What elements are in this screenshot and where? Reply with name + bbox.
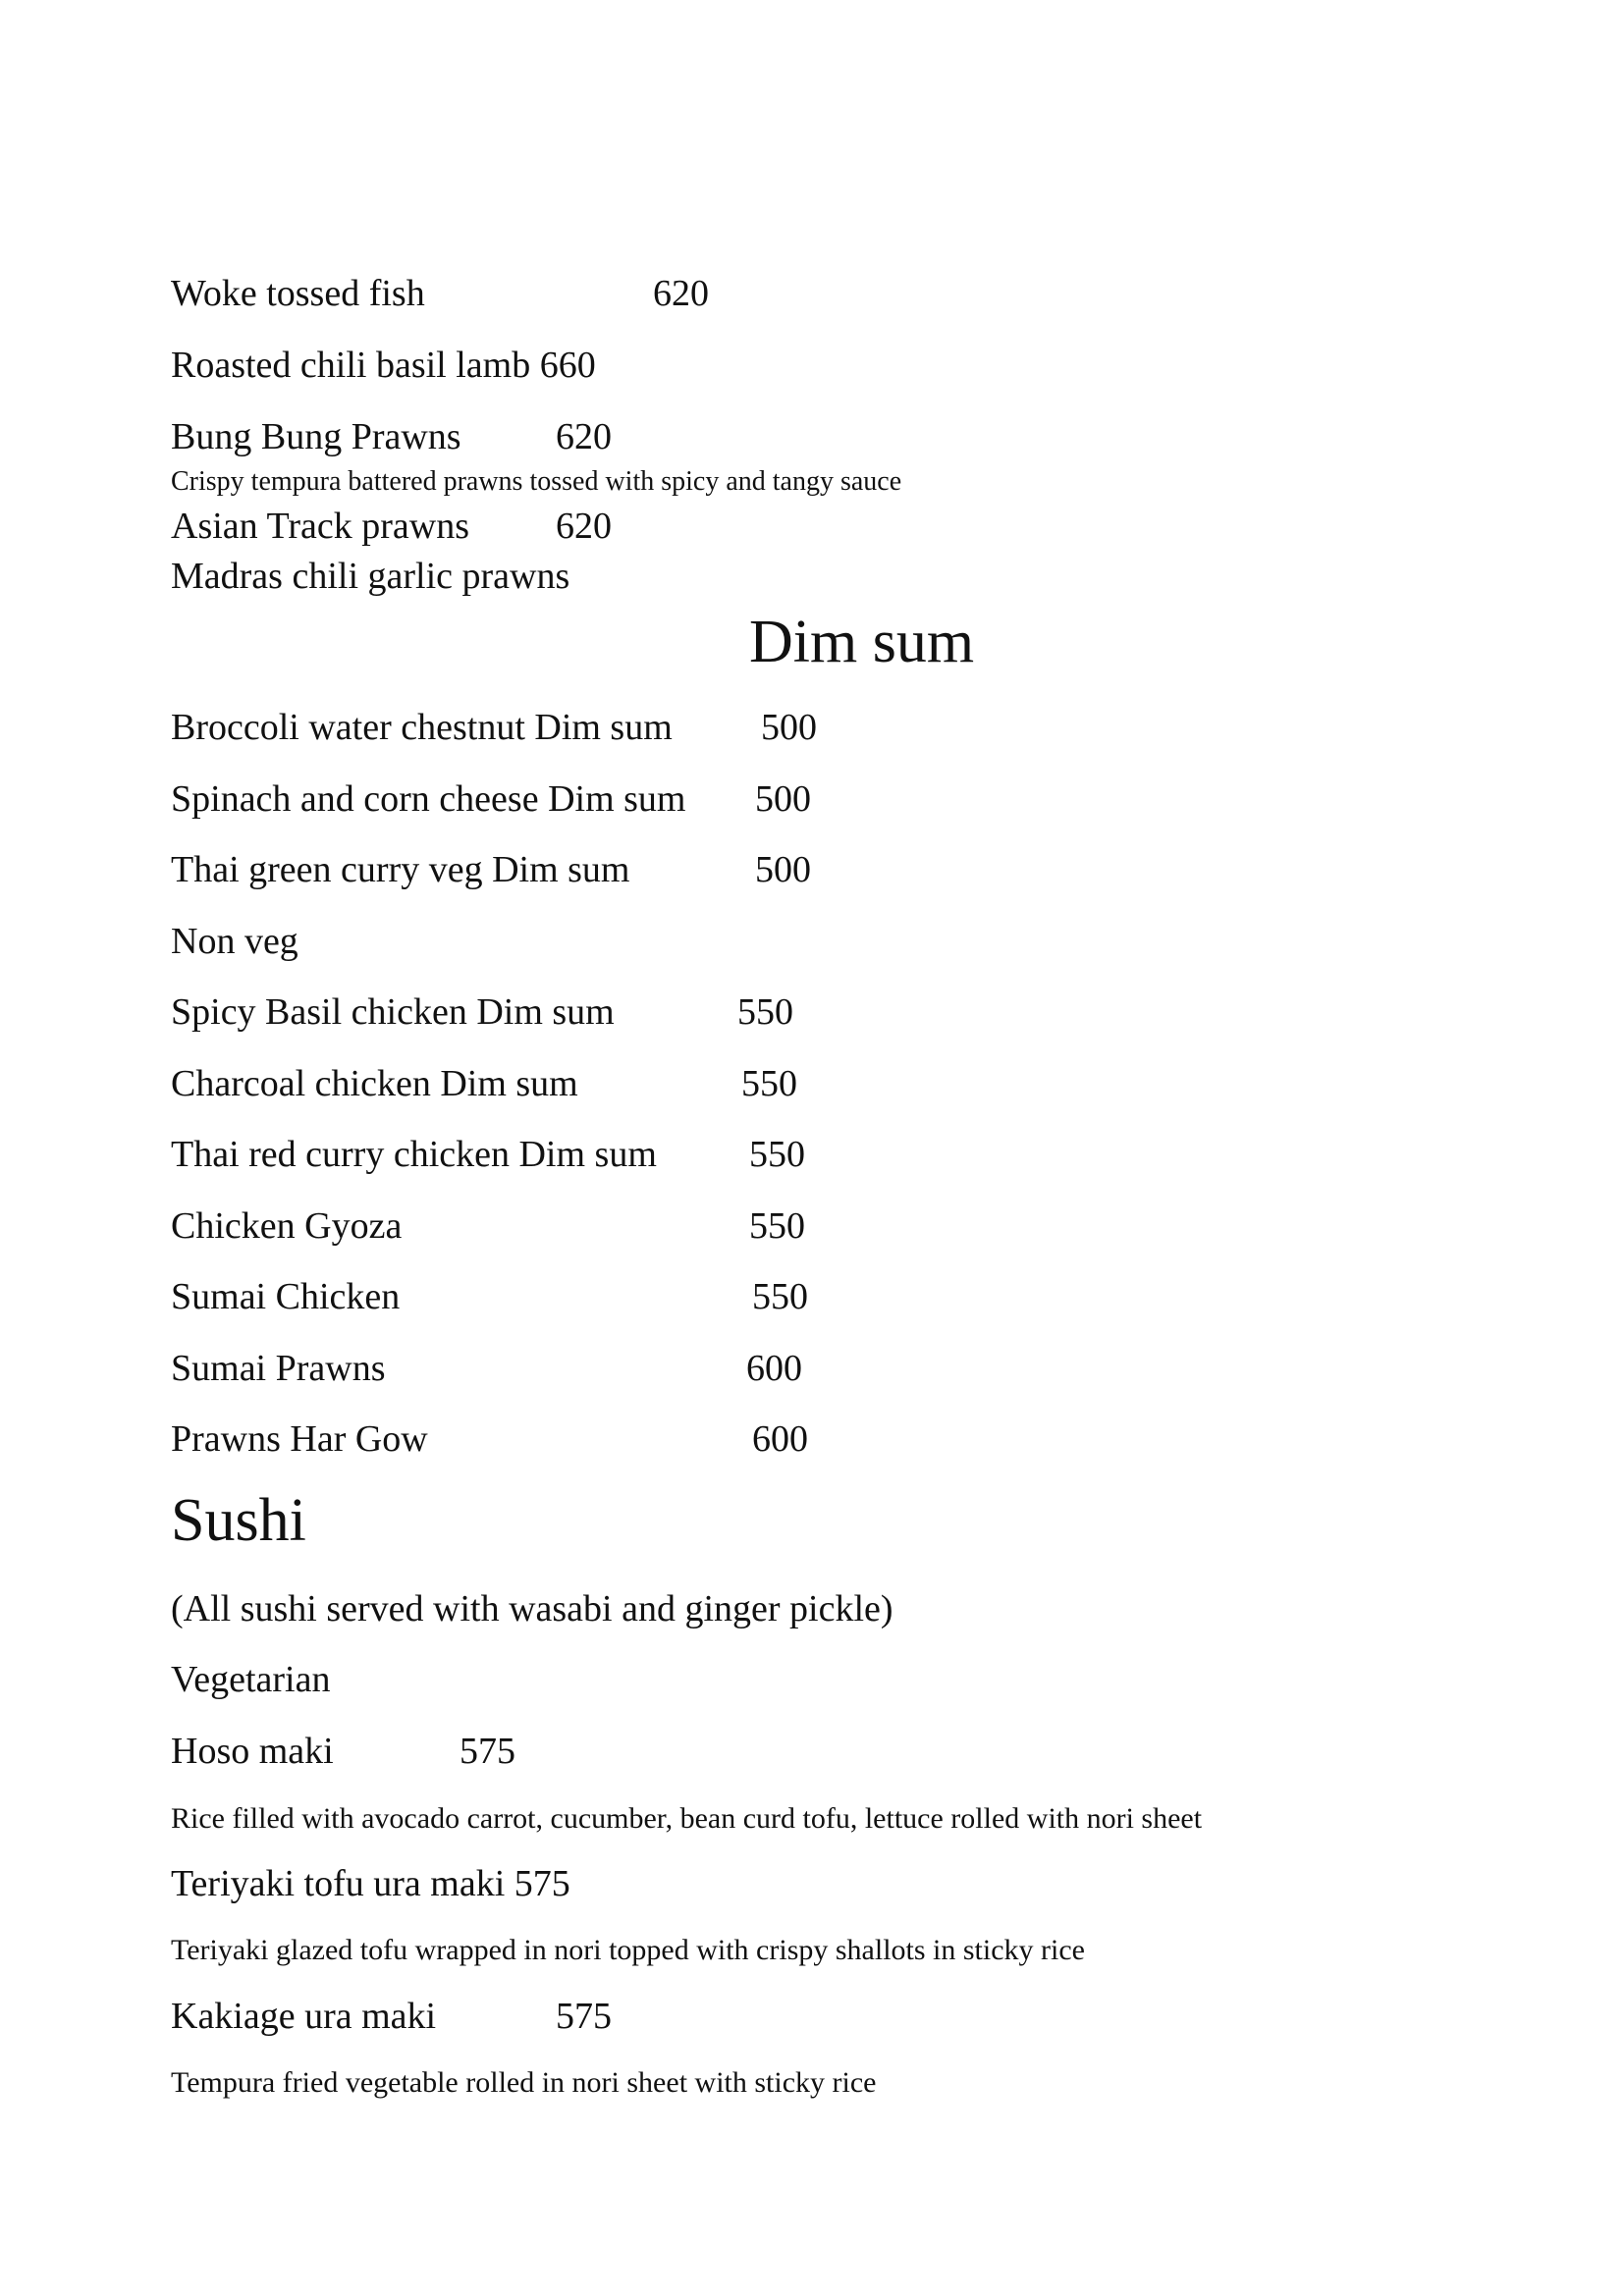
menu-item-price: 575 <box>460 1731 515 1772</box>
menu-item-price: 500 <box>761 707 817 748</box>
menu-item-name: Spicy Basil chicken Dim sum <box>171 991 615 1033</box>
menu-item-price: 620 <box>556 416 612 457</box>
menu-item-price: 500 <box>755 849 811 890</box>
menu-item-name: Hoso maki <box>171 1731 334 1772</box>
menu-item-price: 550 <box>749 1205 805 1247</box>
menu-item-name: Sumai Prawns <box>171 1348 386 1389</box>
menu-item-description: Crispy tempura battered prawns tossed with spicy and tangy sauce <box>171 466 902 497</box>
menu-item-name: Broccoli water chestnut Dim sum <box>171 707 673 748</box>
section-note: (All sushi served with wasabi and ginger pickle) <box>171 1588 893 1629</box>
menu-item-price: 620 <box>556 506 612 547</box>
menu-item-price: 500 <box>755 778 811 820</box>
menu-item-description: Rice filled with avocado carrot, cucumber, bean curd tofu, lettuce rolled with nori sheet <box>171 1802 1203 1835</box>
menu-item-name: Bung Bung Prawns <box>171 416 461 457</box>
menu-item-name: Roasted chili basil lamb 660 <box>171 345 596 386</box>
menu-item-price: 600 <box>746 1348 802 1389</box>
section-heading-dim-sum: Dim sum <box>749 609 975 675</box>
menu-item-name: Charcoal chicken Dim sum <box>171 1063 578 1104</box>
menu-item-name: Woke tossed fish <box>171 273 425 314</box>
menu-item-name: Kakiage ura maki <box>171 1996 437 2037</box>
menu-item-price: 550 <box>741 1063 797 1104</box>
subsection-label-vegetarian: Vegetarian <box>171 1659 331 1700</box>
menu-item-name: Thai red curry chicken Dim sum <box>171 1134 657 1175</box>
section-heading-sushi: Sushi <box>171 1487 306 1554</box>
menu-item-price: 550 <box>737 991 793 1033</box>
menu-item-price: 600 <box>752 1418 808 1460</box>
menu-item-name: Thai green curry veg Dim sum <box>171 849 630 890</box>
menu-item-price: 620 <box>653 273 709 314</box>
menu-item-name: Prawns Har Gow <box>171 1418 428 1460</box>
menu-item-name: Madras chili garlic prawns <box>171 556 570 597</box>
menu-item-name: Asian Track prawns <box>171 506 469 547</box>
menu-item-name: Sumai Chicken <box>171 1276 401 1317</box>
menu-item-name: Spinach and corn cheese Dim sum <box>171 778 686 820</box>
menu-item-name: Teriyaki tofu ura maki 575 <box>171 1863 570 1904</box>
menu-item-price: 550 <box>749 1134 805 1175</box>
subsection-label-non-veg: Non veg <box>171 921 298 962</box>
menu-item-name: Chicken Gyoza <box>171 1205 403 1247</box>
menu-item-description: Teriyaki glazed tofu wrapped in nori topped with crispy shallots in sticky rice <box>171 1934 1085 1966</box>
menu-item-description: Tempura fried vegetable rolled in nori sheet with sticky rice <box>171 2066 877 2099</box>
menu-item-price: 550 <box>752 1276 808 1317</box>
menu-item-price: 575 <box>556 1996 612 2037</box>
